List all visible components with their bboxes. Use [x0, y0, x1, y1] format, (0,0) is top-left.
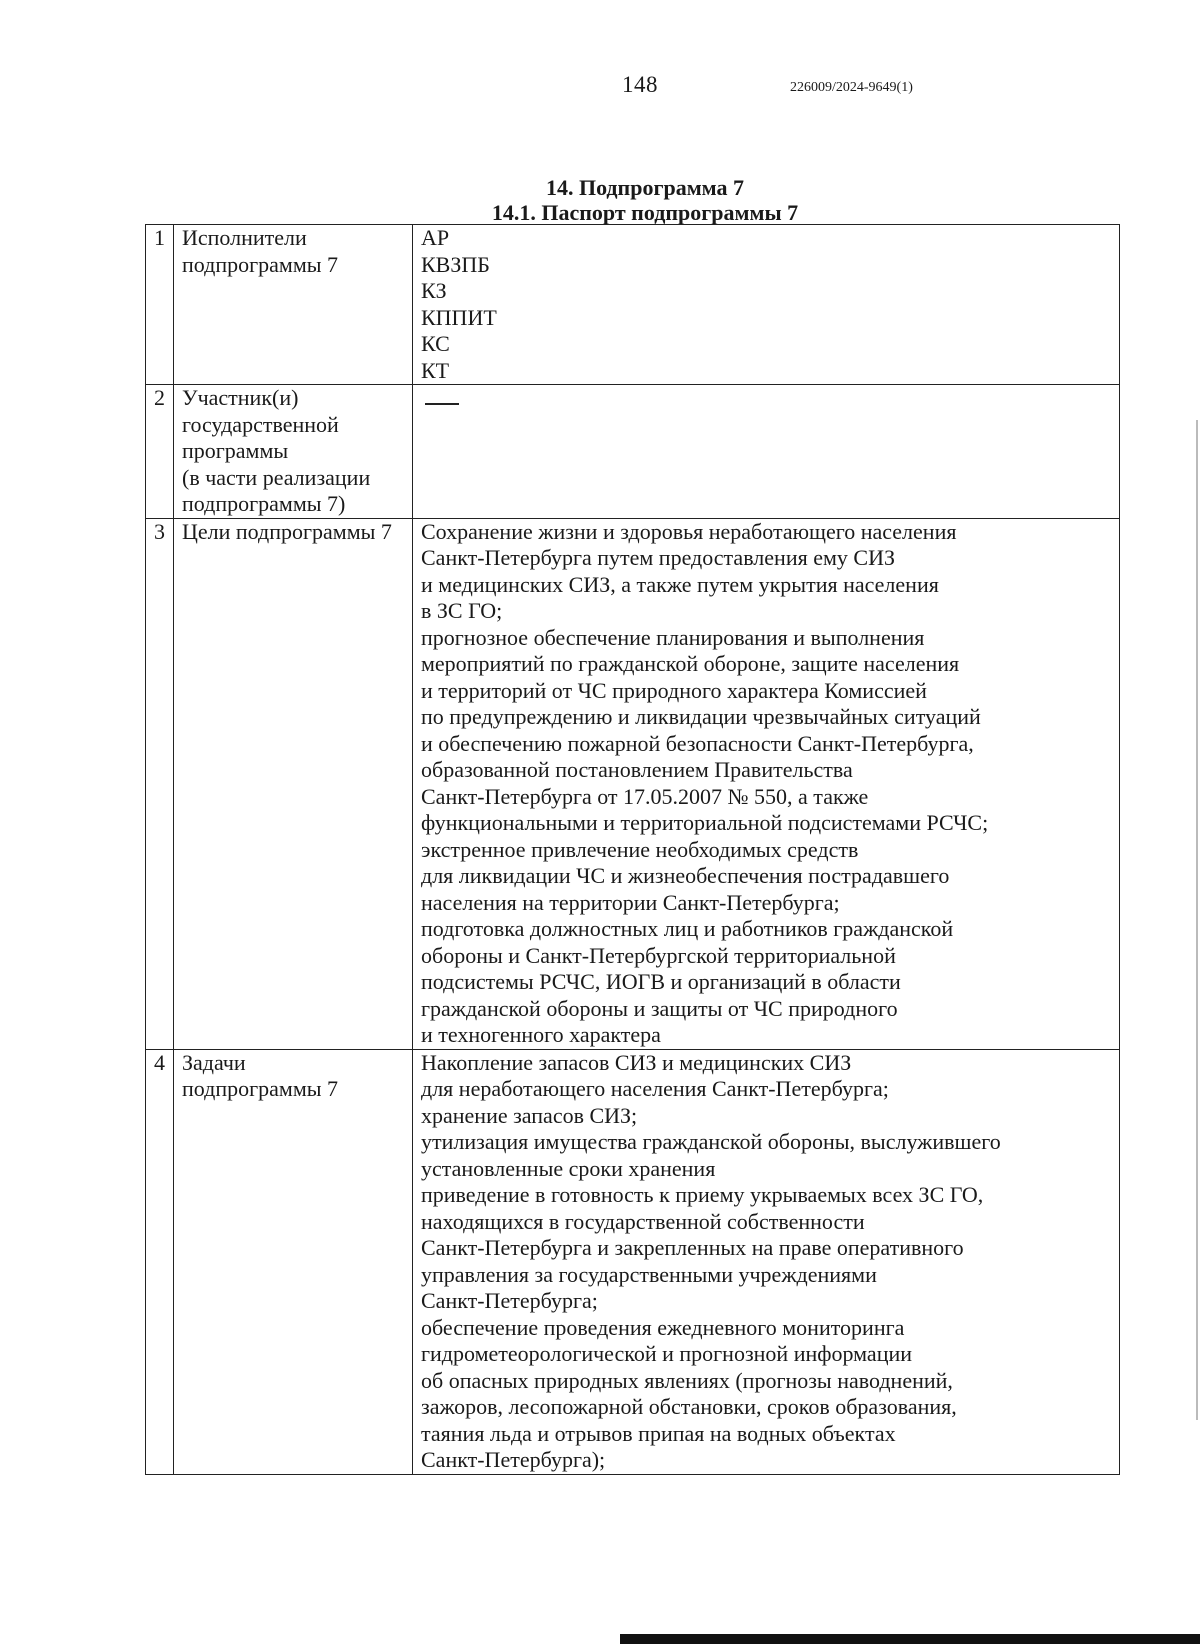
content-line: КВЗПБ	[421, 251, 490, 277]
content-line: образованной постановлением Правительства	[421, 757, 853, 782]
label-line: Задачи	[182, 1049, 246, 1075]
content-line: по предупреждению и ликвидации чрезвычайных ситуаций	[421, 704, 981, 729]
content-line: КППИТ	[421, 304, 497, 330]
row-number: 4	[146, 1049, 174, 1474]
label-line: подпрограммы 7	[182, 1076, 339, 1101]
section-subtitle: 14.1. Паспорт подпрограммы 7	[491, 200, 799, 225]
content-line: и обеспечению пожарной безопасности Санкт-Петербурга,	[421, 730, 974, 756]
scan-edge-mark	[1196, 420, 1198, 1420]
content-line: прогнозное обеспечение планирования и выполнения	[421, 624, 925, 650]
table-row	[146, 1049, 1120, 1474]
row-label	[174, 1049, 413, 1474]
row-number: 1	[146, 225, 174, 385]
row-label	[174, 518, 413, 1049]
content-line: установленные сроки хранения	[421, 1155, 716, 1181]
row-number: 2	[146, 385, 174, 519]
row-label	[174, 385, 413, 519]
scan-edge-bar	[620, 1634, 1200, 1644]
table-row	[146, 385, 1120, 519]
content-line: Санкт-Петербурга;	[421, 1288, 598, 1313]
row-label	[174, 225, 413, 385]
row-number: 3	[146, 518, 174, 1049]
content-line: экстренное привлечение необходимых средств	[421, 836, 859, 862]
content-line: подсистемы РСЧС, ИОГВ и организаций в области	[421, 969, 901, 994]
content-line: и территорий от ЧС природного характера Комиссией	[421, 677, 927, 703]
content-line: приведение в готовность к приему укрываемых всех ЗС ГО,	[421, 1182, 984, 1207]
content-line: для неработающего населения Санкт-Петербурга;	[421, 1076, 889, 1101]
label-line: государственной	[182, 411, 339, 437]
content-line: мероприятий по гражданской обороне, защите населения	[421, 651, 960, 676]
content-line: КС	[421, 331, 450, 356]
content-line: хранение запасов СИЗ;	[421, 1102, 638, 1128]
content-line: Санкт-Петербурга от 17.05.2007 № 550, а также	[421, 783, 869, 809]
document-id: 226009/2024-9649(1)	[790, 80, 913, 95]
label-line: программы	[182, 438, 289, 463]
label-line: подпрограммы 7	[182, 251, 339, 277]
content-line: Санкт-Петербурга путем предоставления ему СИЗ	[421, 545, 895, 570]
content-line: зажоров, лесопожарной обстановки, сроков образования,	[421, 1394, 957, 1419]
content-line: для ликвидации ЧС и жизнеобеспечения пострадавшего	[421, 863, 950, 888]
content-line: и техногенного характера	[421, 1022, 661, 1047]
content-line: функциональными и территориальной подсистемами РСЧС;	[421, 810, 989, 835]
content-line: обороны и Санкт-Петербургской территориальной	[421, 942, 896, 968]
content-line: Сохранение жизни и здоровья неработающего населения	[421, 518, 957, 544]
content-line: таяния льда и отрывов припая на водных объектах	[421, 1420, 896, 1446]
content-line: населения на территории Санкт-Петербурга;	[421, 889, 840, 915]
label-line: Исполнители	[182, 225, 307, 250]
content-line: обеспечение проведения ежедневного мониторинга	[421, 1314, 905, 1340]
label-line: подпрограммы 7)	[182, 491, 346, 516]
content-line: Санкт-Петербурга и закрепленных на праве оперативного	[421, 1235, 964, 1260]
content-line: гидрометеорологической и прогнозной информации	[421, 1341, 913, 1366]
content-line: подготовка должностных лиц и работников гражданской	[421, 916, 954, 941]
content-line: утилизация имущества гражданской обороны, выслужившего	[421, 1129, 1001, 1154]
content-line: об опасных природных явлениях (прогнозы наводнений,	[421, 1367, 953, 1393]
label-line: Цели подпрограммы 7	[182, 518, 392, 544]
content-line: Санкт-Петербурга);	[421, 1447, 606, 1472]
content-line: КЗ	[421, 278, 447, 303]
content-line: КТ	[421, 357, 450, 383]
passport-table	[145, 224, 1120, 1475]
row-content	[413, 1049, 1120, 1474]
content-line: управления за государственными учреждениями	[421, 1261, 877, 1287]
section-title: 14. Подпрограмма 7	[545, 175, 745, 200]
content-line: гражданской обороны и защиты от ЧС природного	[421, 995, 898, 1021]
content-line: в ЗС ГО;	[421, 598, 503, 623]
content-line: и медицинских СИЗ, а также путем укрытия населения	[421, 571, 939, 597]
content-line: Накопление запасов СИЗ и медицинских СИЗ	[421, 1049, 852, 1075]
empty-dash	[425, 403, 459, 405]
page-number: 148	[622, 72, 658, 97]
table-row	[146, 518, 1120, 1049]
content-line: находящихся в государственной собственности	[421, 1208, 865, 1234]
row-content	[413, 225, 1120, 385]
content-line: АР	[421, 225, 450, 250]
row-content	[413, 385, 1120, 519]
label-line: Участник(и)	[182, 385, 299, 410]
row-content	[413, 518, 1120, 1049]
label-line: (в части реализации	[182, 464, 371, 490]
table-row	[146, 225, 1120, 385]
